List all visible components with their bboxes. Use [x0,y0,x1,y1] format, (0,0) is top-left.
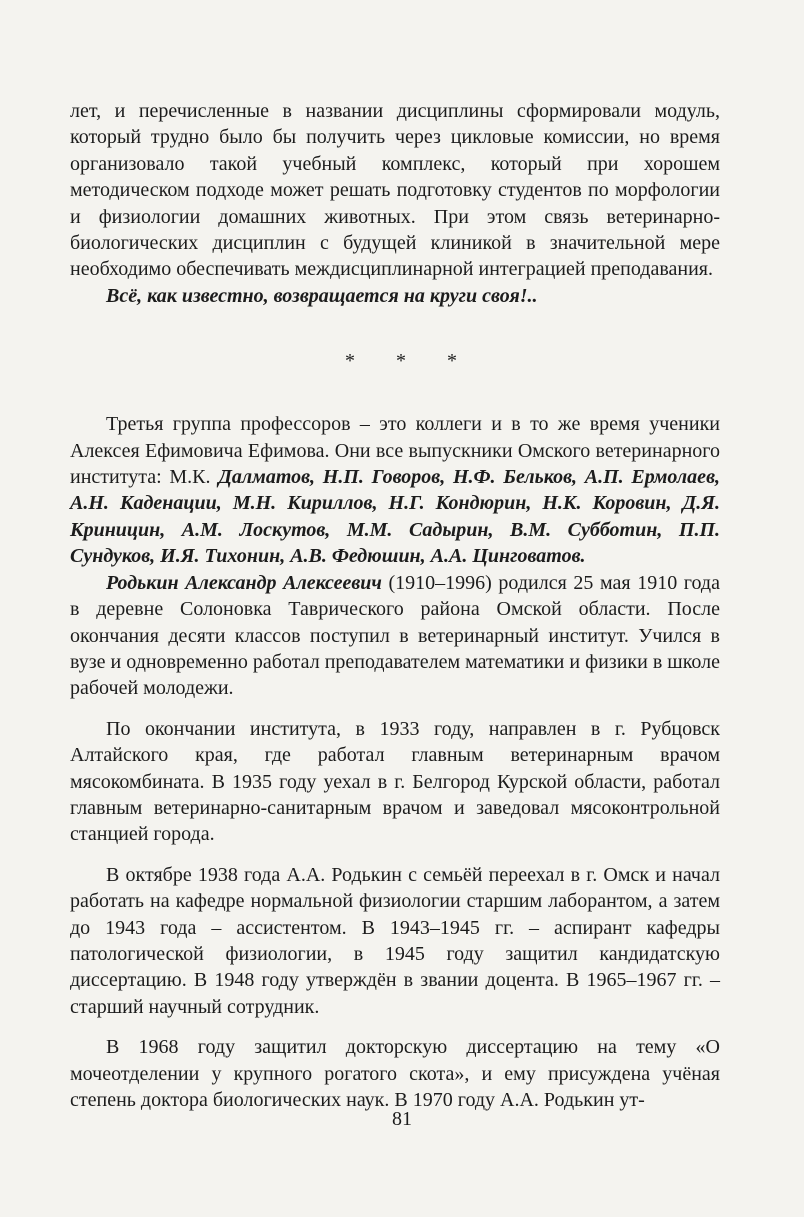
paragraph-continuation: лет, и перечисленные в названии дисциплины сформировали модуль, который трудно было бы получить через цикловые комиссии, но время организовало такой учебный комплекс, который при хорошем методическом подходе может решать подготовку студентов по морфологии и физиологии домашних животных. При этом связь ветеринарно-биологических дисциплин с будущей клиникой в значительной мере необходимо обеспечивать междисциплинарной интеграцией преподавания. [70,100,720,281]
person-name-rodkin: Родькин Александр Алексеевич [106,571,382,594]
section-separator: * * * [345,350,475,373]
paragraph-rubtsovsk: По окончании института, в 1933 году, направлен в г. Рубцовск Алтайского края, где работал главным ветеринарным врачом мясокомбината. В 1935 году уехал в г. Белгород Курской области, работал главным ветеринарно-санитарным врачом и заведовал мясоконтрольной станцией города. [70,717,720,846]
paragraph-doctorate: В 1968 году защитил докторскую диссертацию на тему «О мочеотделении у крупного рогатого скота», и ему присуждена учёная степень доктора биологических наук. В 1970 году А.А. Родькин ут- [70,1036,720,1111]
closing-quote: Всё, как известно, возвращается на круги своя!.. [106,284,538,307]
page-body [70,98,720,1113]
professor-names-list: Далматов, Н.П. Говоров, Н.Ф. Бельков, А.П. Ермолаев, А.Н. Каденации, М.Н. Кириллов, Н.Г. Кондюрин, Н.К. Коровин, Д.Я. Криницин, А.М. Лоскутов, М.М. Садырин, В.М. Субботин, П.П. Сундуков, И.Я. Тихонин, А.В. Федюшин, А.А. Цинговатов. [70,466,720,568]
paragraph-rodkin-bio-text: (1910–1996) родился 25 мая 1910 года в деревне Солоновка Таврического района Омской области. После окончания десяти классов поступил в ветеринарный институт. Учился в вузе и одновременно работал преподавателем математики и физики в школе рабочей молодежи. [70,571,720,700]
paragraph-third-group-intro: Третья группа профессоров – это коллеги и в то же время ученики Алексея Ефимовича Ефимова. Они все выпускники Омского ветеринарного института: М.К. [70,413,720,489]
paragraph-rodkin-bio [70,570,720,702]
paragraph-omsk: В октябре 1938 года А.А. Родькин с семьёй переехал в г. Омск и начал работать на кафедре нормальной физиологии старшим лаборантом, а затем до 1943 года – ассистентом. В 1943–1945 гг. – аспирант кафедры патологической физиологии, в 1945 году защитил кандидатскую диссертацию. В 1948 году утверждён в звании доцента. В 1965–1967 гг. – старший научный сотрудник. [70,863,720,1018]
page-number: 81 [392,1108,412,1130]
paragraph-third-group [70,411,720,569]
